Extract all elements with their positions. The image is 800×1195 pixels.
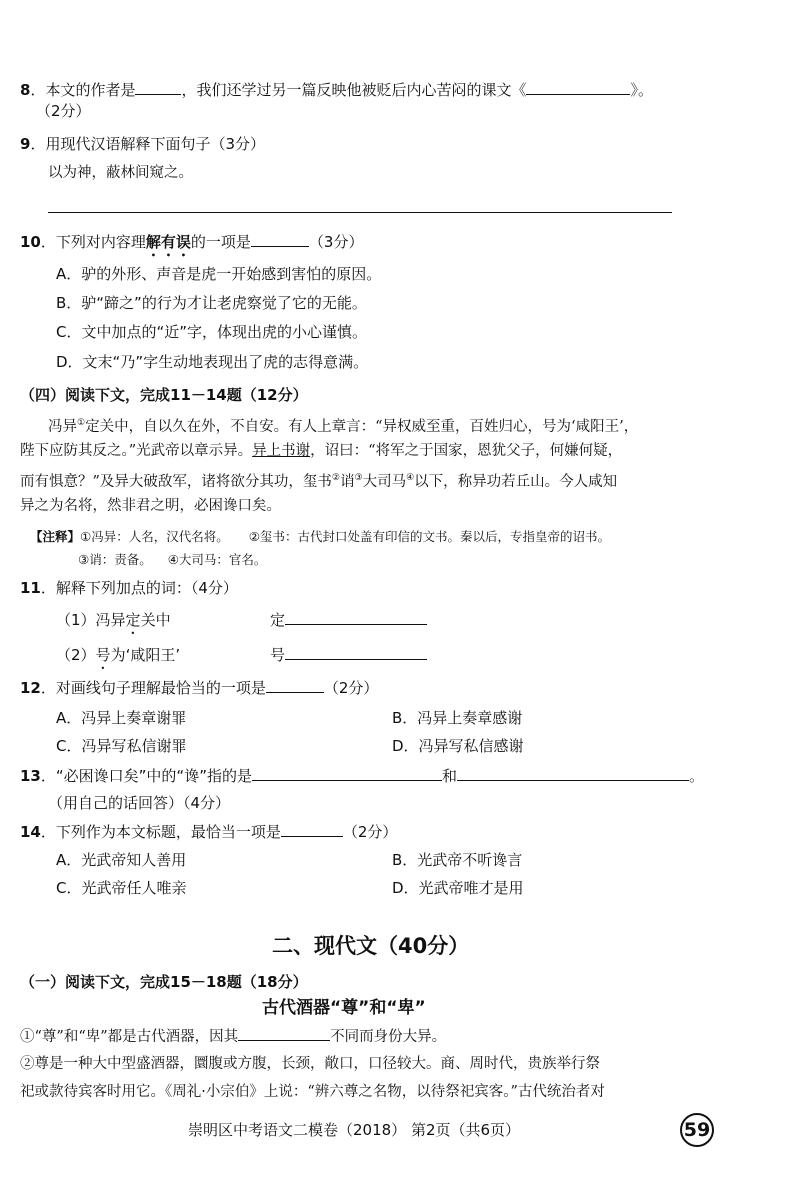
footnote-mark-2: ② [331, 473, 340, 483]
q12-option-c: C．冯异写私信谢罪 [56, 737, 187, 755]
q11-blank-1[interactable] [285, 610, 427, 625]
q11-answer-1 [270, 610, 427, 630]
q14-option-c: C．光武帝任人唯亲 [56, 879, 187, 897]
passage-l3: 而有惧意？”及异大破敌军，诸将欲分其功， [20, 473, 303, 490]
q8-score: （2分） [36, 102, 91, 120]
q14-score: （2分） [342, 823, 398, 841]
q14-text: ．下列作为本文标题，最恰当一项是 [40, 823, 281, 841]
article-p2-line-1: ②尊是一种大中型盛酒器，圜腹或方腹，长颈，敞口，口径较大。商、周时代，贵族举行祭 [20, 1056, 600, 1072]
q13-blank-2[interactable] [457, 766, 689, 781]
passage-l3b: 玺书 [302, 473, 332, 490]
passage-line-1 [48, 413, 638, 437]
q10-text-a: ．下列对内容理 [40, 233, 146, 251]
q12-text: ．对画线句子理解最恰当的一项是 [40, 679, 266, 697]
article-p2-line-2: 祀或款待宾客时用它。《周礼·小宗伯》上说：“辨六尊之名物，以待祭祀宾客。”古代统治者对 [20, 1084, 605, 1100]
article-p1b: 不同而身份大异。 [330, 1029, 447, 1045]
section-2-title: 二、现代文（40分） [272, 934, 470, 958]
passage-l2b: ，诏曰：“将军之于国家，恩犹父子，何嫌何疑， [310, 443, 623, 459]
q10-text-c: 的一项是 [190, 233, 251, 251]
footnote-mark-4: ④ [406, 473, 415, 483]
q13-end: 。 [688, 767, 704, 785]
q8-text-b: ，我们还学过另一篇反映他被贬后内心苦闷的课文《 [181, 81, 527, 99]
q9-sentence: 以为神，蔽林间窥之。 [48, 165, 193, 181]
footer-text: 崇明区中考语文二模卷（2018） 第2页（共6页） [188, 1121, 521, 1139]
q13-note: （用自己的话回答）（4分） [48, 794, 231, 812]
q10-option-c: C．文中加点的“近”字，体现出虎的小心谨慎。 [56, 323, 368, 341]
q11-item-1b: 关中 [140, 611, 171, 629]
notes-line-2 [78, 550, 266, 570]
footnote-mark-1: ① [77, 418, 86, 428]
note-2: ②玺书：古代封口处盖有印信的文书。秦以后，专指皇帝的诏书。 [248, 529, 610, 544]
article-p1a: ①“尊”和“卑”都是古代酒器，因其 [20, 1029, 239, 1045]
page-number-badge: 59 [680, 1113, 714, 1147]
q8-number: 8 [20, 81, 31, 99]
q12-line [20, 678, 378, 698]
footnote-mark-3: ③ [354, 473, 363, 483]
q14-number: 14 [20, 823, 41, 841]
notes-label: 【注释】 [30, 529, 81, 544]
q8-text-a: ．本文的作者是 [30, 81, 136, 99]
q13-number: 13 [20, 767, 41, 785]
q8-text-c: 》。 [630, 81, 653, 99]
q9-answer-line[interactable] [48, 212, 672, 213]
q13-line [20, 766, 704, 786]
notes-line-1 [30, 527, 610, 547]
q11-item-2a: （2） [56, 646, 96, 664]
q10-option-a: A．驴的外形、声音是虎一开始感到害怕的原因。 [56, 265, 382, 283]
passage-line-4: 异之为名将，然非君之明，必困谗口矣。 [20, 498, 281, 514]
q11-item-2b: 为‘咸阳王’ [110, 646, 181, 664]
passage-underlined: 异上书谢 [252, 443, 311, 459]
article-title: 古代酒器“尊”和“卑” [262, 998, 426, 1018]
q11-blank-2[interactable] [285, 645, 427, 660]
note-4: ④大司马：官名。 [167, 552, 267, 567]
q8-author-blank[interactable] [135, 80, 181, 95]
q9-number: 9 [20, 135, 31, 153]
q14-blank[interactable] [281, 822, 343, 837]
q11-item-1a: （1）冯异 [56, 611, 126, 629]
q10-score: （3分） [308, 233, 364, 251]
q12-option-b: B．冯异上奏章感谢 [392, 709, 523, 727]
passage-l2a: 陛下应防其反之。”光武帝以章示异。 [20, 443, 253, 459]
q14-option-d: D．光武帝唯才是用 [392, 879, 524, 897]
q8-title-blank[interactable] [526, 80, 630, 95]
part4-heading: （四）阅读下文，完成11－14题（12分） [20, 386, 308, 404]
q12-option-a: A．冯异上奏章谢罪 [56, 709, 187, 727]
q14-option-a: A．光武帝知人善用 [56, 851, 187, 869]
q10-emphasis: 解有误 [145, 233, 191, 251]
q13-blank-1[interactable] [252, 766, 442, 781]
q9-text: ．用现代汉语解释下面句子（3分） [30, 135, 265, 153]
q11-item-1-dotted: 定 [125, 611, 141, 629]
q10-blank[interactable] [251, 232, 309, 247]
q11-answer-2 [270, 645, 427, 665]
q10-option-d: D．文末“乃”字生动地表现出了虎的志得意满。 [56, 353, 369, 371]
passage-l3d: 大司马 [362, 473, 407, 490]
part1-heading: （一）阅读下文，完成15－18题（18分） [20, 973, 308, 991]
q10-number: 10 [20, 233, 41, 251]
q12-score: （2分） [323, 679, 379, 697]
q14-line [20, 822, 397, 842]
passage-l1b: 定关中，自以久在外，不自安。有人上章言：“异权威至重，百姓归心，号为‘咸阳王’， [85, 418, 639, 435]
q11-item-1 [56, 610, 171, 638]
passage-line-2 [20, 441, 622, 461]
q11-word-2: 号 [270, 646, 286, 664]
article-p1 [20, 1026, 446, 1047]
q14-option-b: B．光武帝不听谗言 [392, 851, 523, 869]
article-p1-blank[interactable] [238, 1026, 330, 1041]
q11-word-1: 定 [270, 611, 286, 629]
q11-text: ．解释下列加点的词：（4分） [40, 579, 238, 597]
q8-line [20, 80, 653, 100]
q11-line [20, 578, 238, 598]
q11-item-2 [56, 645, 180, 673]
q10-option-b: B．驴“蹄之”的行为才让老虎察觉了它的无能。 [56, 294, 367, 312]
q9-line [20, 134, 265, 154]
passage-l3e: 以下，称异功若丘山。今人咸知 [414, 473, 618, 490]
q12-blank[interactable] [266, 678, 324, 693]
note-3: ③诮：责备。 [78, 552, 152, 567]
q11-number: 11 [20, 579, 41, 597]
q13-and: 和 [441, 767, 457, 785]
passage-line-3 [20, 468, 617, 492]
note-1: ①冯异：人名，汉代名将。 [80, 529, 229, 544]
passage-l3c: 诮 [340, 473, 355, 490]
q10-line [20, 232, 363, 260]
q11-item-2-dotted: 号 [95, 646, 111, 664]
passage-l1a: 冯异 [48, 418, 77, 435]
q12-option-d: D．冯异写私信感谢 [392, 737, 524, 755]
q12-number: 12 [20, 679, 41, 697]
q13-text-a: ．“必困谗口矣”中的“谗”指的是 [40, 767, 252, 785]
